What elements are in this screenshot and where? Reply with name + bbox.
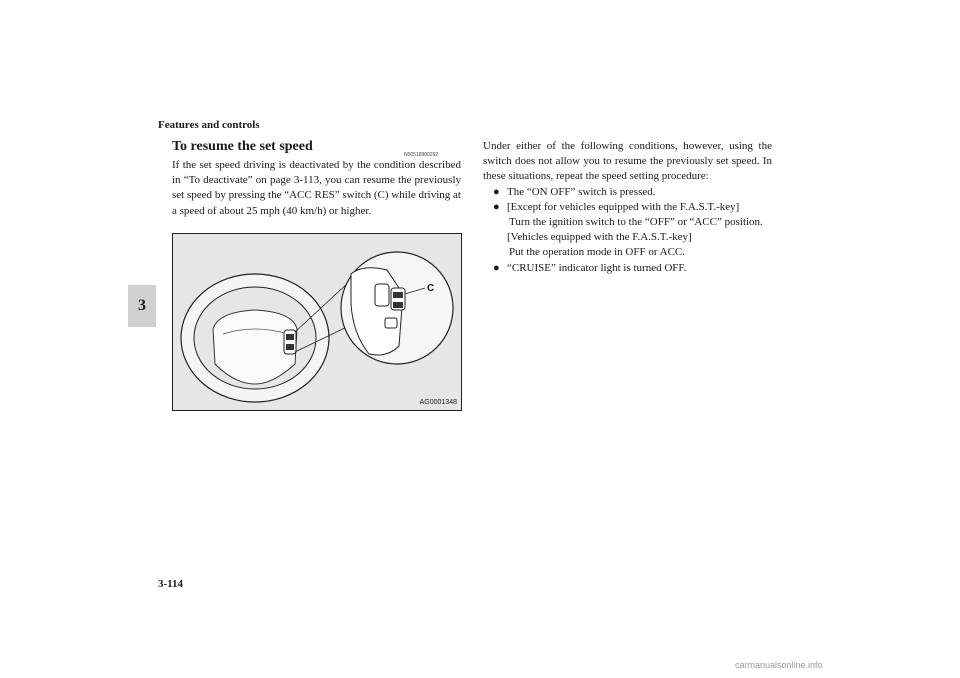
chapter-tab: 3 [128, 285, 156, 327]
page-number: 3-114 [158, 578, 184, 590]
bullet-icon: ● [493, 200, 500, 213]
condition-item [483, 185, 772, 200]
figure-code: AG0001348 [419, 399, 457, 406]
callout-c: C [427, 283, 435, 294]
condition-subtext: Turn the ignition switch to the “OFF” or “ACC” position. [509, 216, 763, 229]
condition-item [483, 261, 772, 276]
condition-item [483, 200, 772, 215]
conditions-intro: Under either of the following conditions, however, using the switch does not allow you to resume the previously set speed. In these situations, repeat the speed setting procedure: [483, 140, 772, 183]
condition-subtext: [Vehicles equipped with the F.A.S.T.-key] [507, 231, 692, 244]
steering-wheel-figure [172, 233, 462, 411]
condition-text: The “ON OFF” switch is pressed. [507, 185, 656, 198]
section-title: To resume the set speed [172, 139, 313, 154]
bullet-icon: ● [493, 185, 500, 198]
right-column [483, 139, 772, 276]
condition-text: [Except for vehicles equipped with the F.A.S.T.-key] [507, 200, 740, 213]
condition-text: “CRUISE” indicator light is turned OFF. [507, 261, 687, 274]
steering-wheel-illustration [173, 234, 461, 410]
watermark: carmanualsonline.info [735, 660, 823, 670]
section-header: Features and controls [158, 119, 260, 131]
section-paragraph: If the set speed driving is deactivated by the condition described in “To deactivate” on page 3-113, you can resume the previously set speed by pressing the “ACC RES” switch (C) while driving at a speed of about 25 mph (40 km/h) or higher. [172, 159, 461, 217]
bullet-icon: ● [493, 261, 500, 274]
section-code: N00518900292 [404, 152, 439, 158]
condition-subtext: Put the operation mode in OFF or ACC. [509, 246, 685, 259]
